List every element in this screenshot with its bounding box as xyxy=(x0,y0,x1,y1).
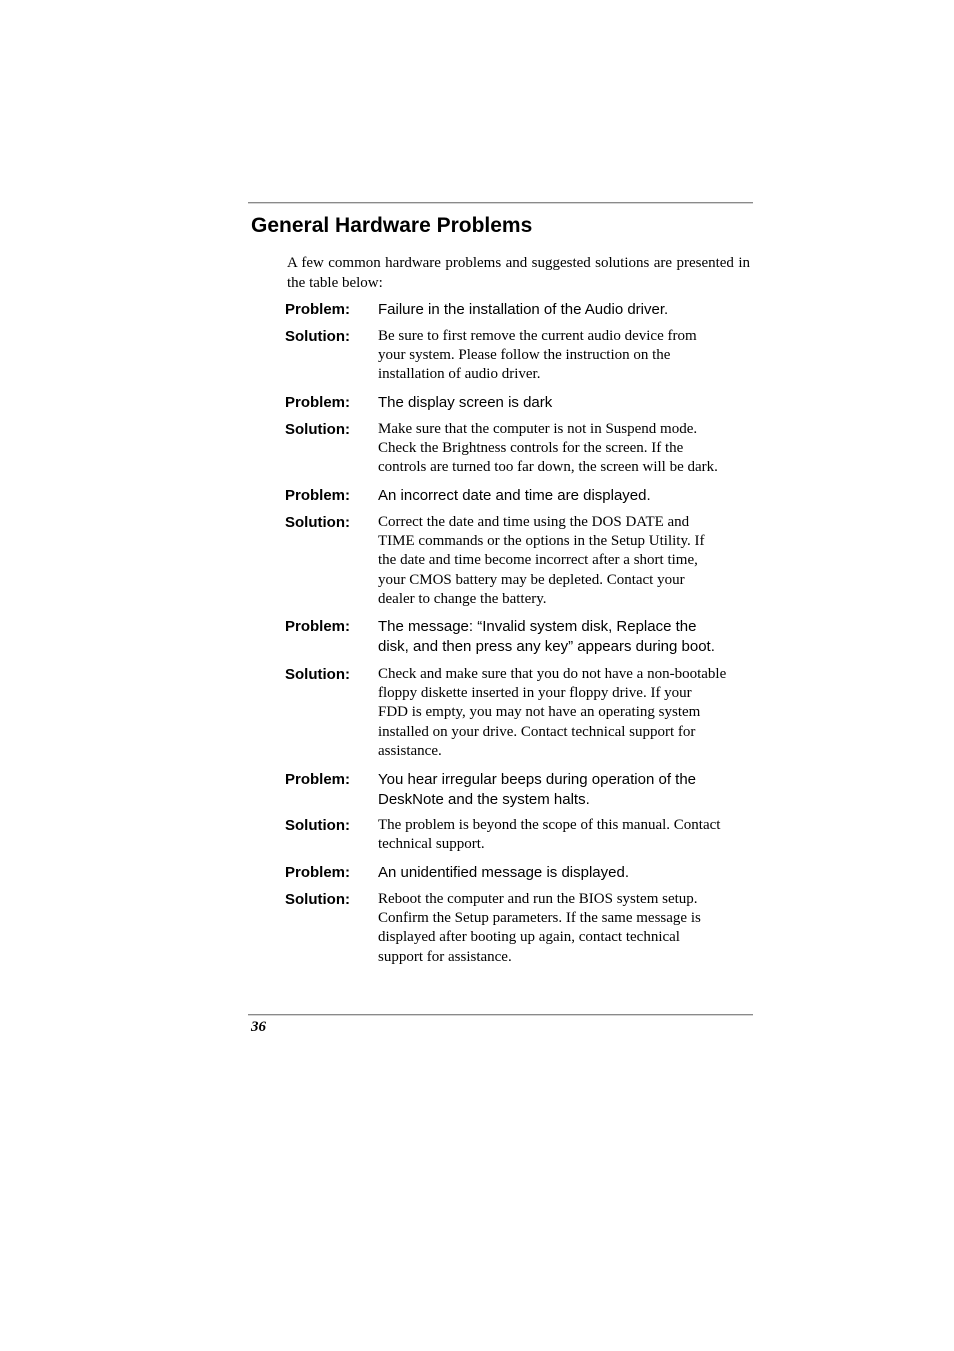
solution-label: Solution: xyxy=(285,666,350,683)
footer-rule xyxy=(248,1014,753,1016)
header-rule xyxy=(248,202,753,204)
solution-text: Make sure that the computer is not in Suspend mode. Check the Brightness controls for the screen. If the controls are turned too far down, the screen will be dark. xyxy=(378,421,718,476)
problem-label: Problem: xyxy=(285,771,351,788)
solution-text: Reboot the computer and run the BIOS system setup. Confirm the Setup parameters. If the same message is displayed after booting up again, contact technical support for assistance. xyxy=(378,891,701,965)
solution-label: Solution: xyxy=(285,817,350,834)
intro-paragraph: A few common hardware problems and suggested solutions are presented in the table below: xyxy=(287,255,750,291)
page-number: 36 xyxy=(251,1019,266,1035)
solution-text: Check and make sure that you do not have a non-bootable floppy diskette inserted in your floppy drive. If your FDD is empty, you may not have an operating system installed on your drive. Contact technical support for assistance. xyxy=(378,666,727,759)
problem-text: Failure in the installation of the Audio driver. xyxy=(378,301,669,318)
problem-text: You hear irregular beeps during operation of the DeskNote and the system halts. xyxy=(378,771,697,808)
problem-text: An unidentified message is displayed. xyxy=(378,864,629,881)
problem-text: The display screen is dark xyxy=(378,394,553,411)
solution-label: Solution: xyxy=(285,421,350,438)
problem-label: Problem: xyxy=(285,487,351,504)
problem-text: The message: “Invalid system disk, Replace the disk, and then press any key” appears during boot. xyxy=(378,618,715,655)
solution-label: Solution: xyxy=(285,514,350,531)
problem-label: Problem: xyxy=(285,394,351,411)
problem-text: An incorrect date and time are displayed. xyxy=(378,487,651,504)
solution-text: Correct the date and time using the DOS DATE and TIME commands or the options in the Setup Utility. If the date and time become incorrect after a short time, your CMOS battery may be depleted. Contact your dealer to change the battery. xyxy=(378,514,705,607)
solution-text: Be sure to first remove the current audio device from your system. Please follow the instruction on the installation of audio driver. xyxy=(378,328,697,383)
solution-label: Solution: xyxy=(285,891,350,908)
problem-label: Problem: xyxy=(285,864,351,881)
solution-text: The problem is beyond the scope of this manual. Contact technical support. xyxy=(378,817,721,853)
section-title: General Hardware Problems xyxy=(251,214,533,237)
problem-label: Problem: xyxy=(285,301,351,318)
problem-label: Problem: xyxy=(285,618,351,635)
solution-label: Solution: xyxy=(285,328,350,345)
